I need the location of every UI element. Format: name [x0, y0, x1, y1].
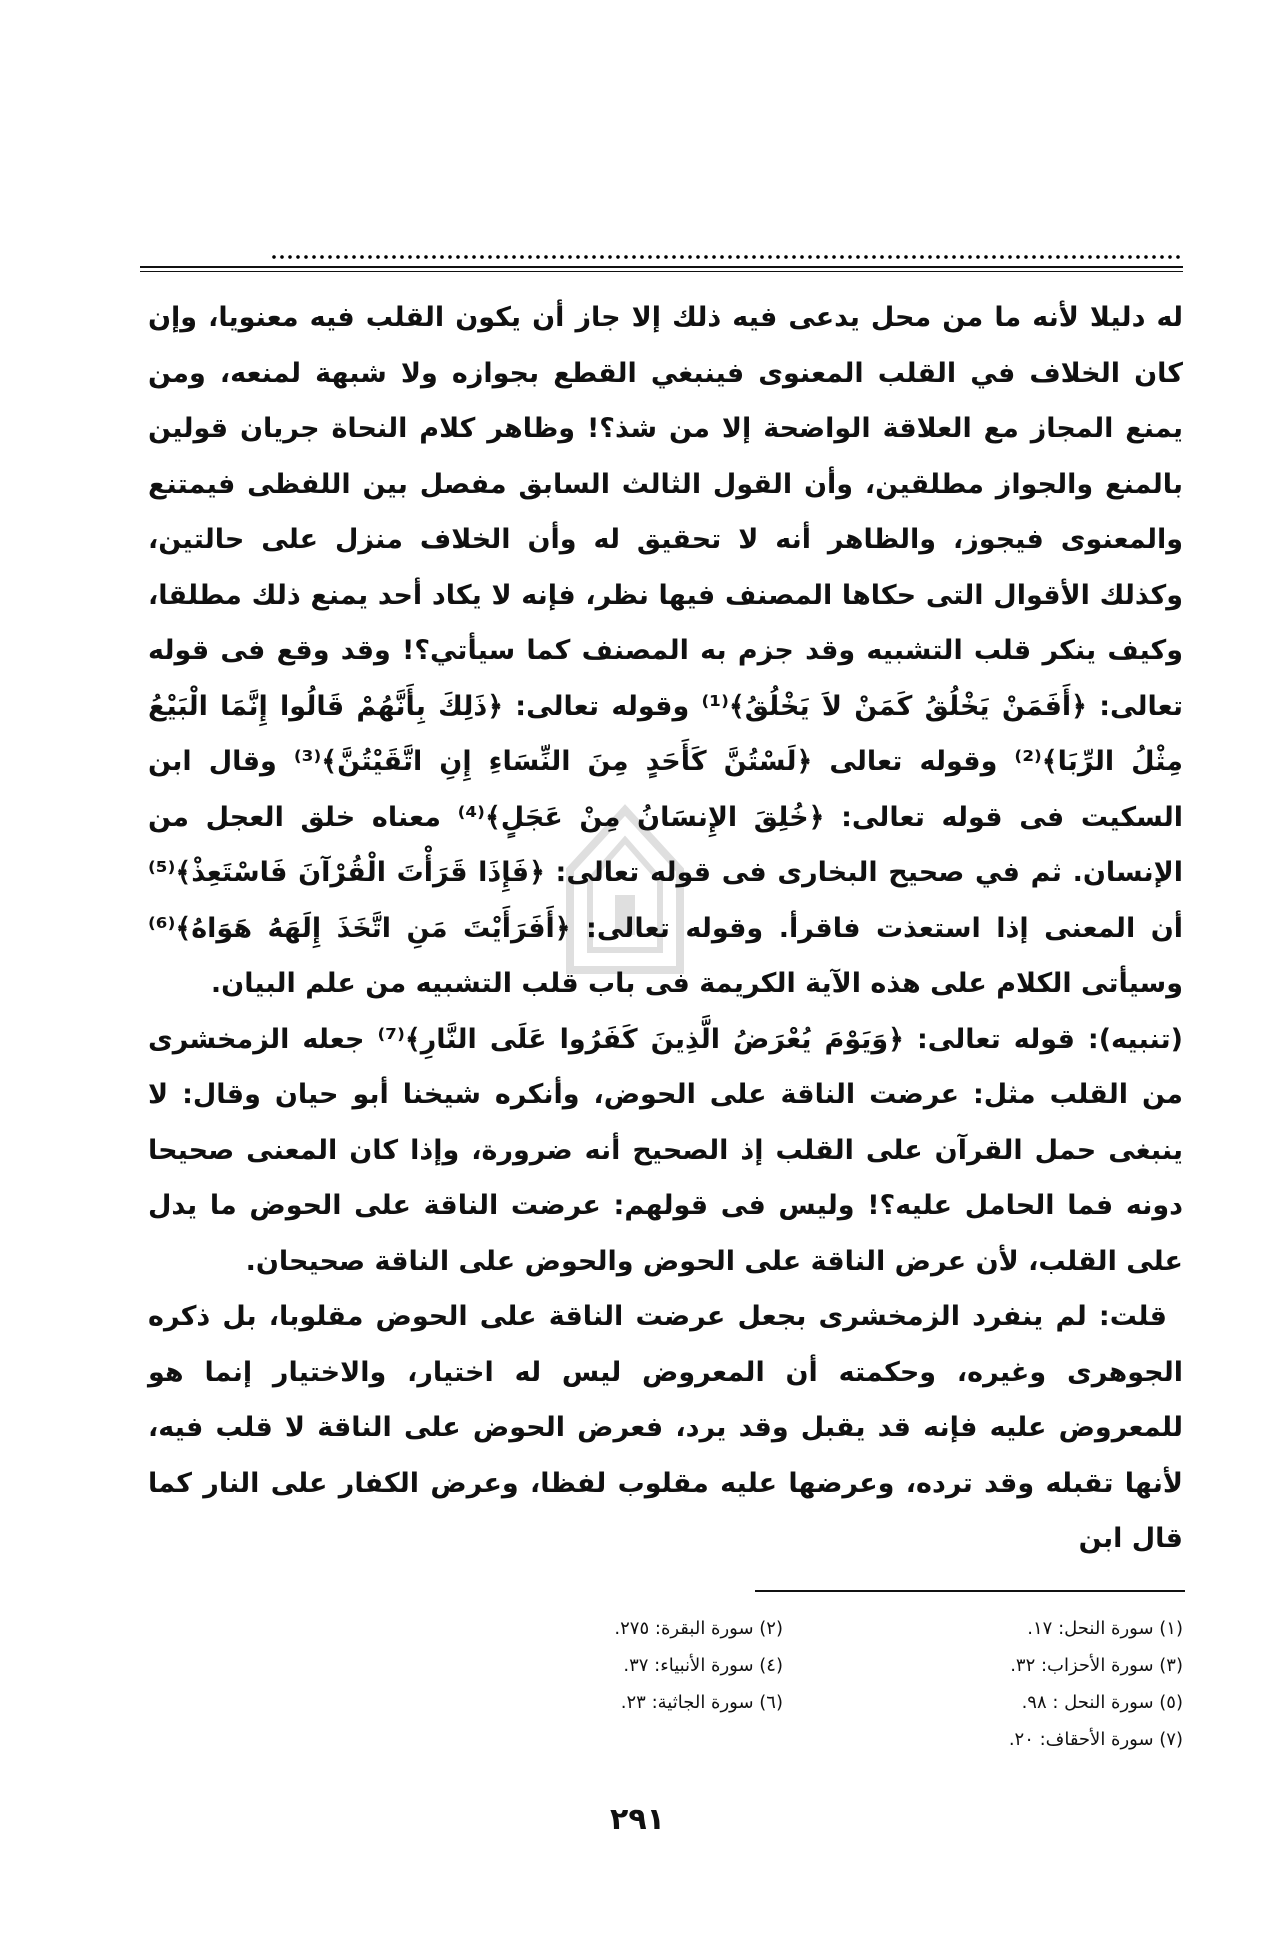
divider-line-thin [140, 271, 1183, 272]
footnote: (١) سورة النحل: ١٧. [1027, 1618, 1183, 1639]
footnote-row [380, 1721, 1183, 1758]
main-text [148, 290, 1183, 1567]
footnote: (٣) سورة الأحزاب: ٣٢. [1010, 1655, 1183, 1676]
footnote [383, 1721, 783, 1758]
paragraph-1 [148, 290, 1183, 1012]
footnote: (٤) سورة الأنبياء: ٣٧. [623, 1655, 783, 1676]
footnote-row [380, 1647, 1183, 1684]
footnote: (٧) سورة الأحقاف: ٢٠. [1008, 1729, 1183, 1750]
footnote-row [380, 1684, 1183, 1721]
footnote-divider [755, 1590, 1185, 1592]
footnote-row [380, 1610, 1183, 1647]
divider-line-thick [140, 266, 1183, 268]
footnotes [380, 1610, 1183, 1758]
footnote: (٥) سورة النحل : ٩٨. [1021, 1692, 1183, 1713]
paragraph-2-term: (تنبيه): [1087, 1023, 1183, 1055]
paragraph-3-term: قلت: [1098, 1301, 1167, 1332]
paragraph-2 [148, 1012, 1183, 1290]
paragraph-2-text: قوله تعالى: ﴿وَيَوْمَ يُعْرَضُ الَّذِينَ كَفَرُوا عَلَى النَّارِ﴾⁽⁷⁾ جعله الزمخشرى من القلب مثل: عرضت الناقة على الحوض، وأنكره شيخنا أبو حيان وقال: لا ينبغى حمل القرآن على القلب إذ الصحيح أنه ضرورة، وإذا كان المعنى صحيحا دونه فما الحامل عليه؟! وليس فى قولهم: عرضت الناقة على الحوض ما يدل على القلب، لأن عرض الناقة على الحوض والحوض على الناقة صحيحان. [148, 1023, 1183, 1277]
footnote: (٦) سورة الجاثية: ٢٣. [620, 1692, 783, 1713]
paragraph-1-text: له دليلا لأنه ما من محل يدعى فيه ذلك إلا جاز أن يكون القلب فيه معنويا، وإن كان الخلاف في القلب المعنوى فينبغي القطع بجوازه ولا شبهة لمنعه، ومن يمنع المجاز مع العلاقة الواضحة إلا من شذ؟! وظاهر كلام النحاة جريان قولين بالمنع والجواز مطلقين، وأن القول الثالث السابق مفصل بين اللفظى فيمتنع والمعنوى فيجوز، والظاهر أنه لا تحقيق له وأن الخلاف منزل على حالتين، وكذلك الأقوال التى حكاها المصنف فيها نظر، فإنه لا يكاد أحد يمنع ذلك مطلقا، وكيف ينكر قلب التشبيه وقد جزم به المصنف كما سيأتي؟! وقد وقع فى قوله تعالى: ﴿أَفَمَنْ يَخْلُقُ كَمَنْ لاَ يَخْلُقُ﴾⁽¹⁾ وقوله تعالى: ﴿ذَلِكَ بِأَنَّهُمْ قَالُوا إِنَّمَا الْبَيْعُ مِثْلُ الرِّبَا﴾⁽²⁾ وقوله تعالى ﴿لَسْتُنَّ كَأَحَدٍ مِنَ النِّسَاءِ إِنِ اتَّقَيْتُنَّ﴾⁽³⁾ وقال ابن السكيت فى قوله تعالى: ﴿خُلِقَ الإِنسَانُ مِنْ عَجَلٍ﴾⁽⁴⁾ معناه خلق العجل من الإنسان. ثم في صحيح البخارى فى قوله تعالى: ﴿فَإِذَا قَرَأْتَ الْقُرْآنَ فَاسْتَعِذْ﴾⁽⁵⁾ أن المعنى إذا استعذت فاقرأ. وقوله تعالى: ﴿أَفَرَأَيْتَ مَنِ اتَّخَذَ إِلَهَهُ هَوَاهُ﴾⁽⁶⁾ وسيأتى الكلام على هذه الآية الكريمة فى باب قلب التشبيه من علم البيان. [148, 302, 1184, 999]
page-number: ٢٩١ [610, 1802, 665, 1837]
paragraph-3-text: لم ينفرد الزمخشرى بجعل عرضت الناقة على الحوض مقلوبا، بل ذكره الجوهرى وغيره، وحكمته أن المعروض ليس له اختيار، والاختيار إنما هو للمعروض عليه فإنه قد يقبل وقد يرد، فعرض الحوض على الناقة لا قلب فيه، لأنها تقبله وقد ترده، وعرضها عليه مقلوب لفظا، وعرض الكفار على النار كما قال ابن [148, 1301, 1183, 1554]
paragraph-3 [148, 1289, 1183, 1567]
dotted-divider [270, 254, 1183, 260]
footnote: (٢) سورة البقرة: ٢٧٥. [614, 1618, 783, 1639]
